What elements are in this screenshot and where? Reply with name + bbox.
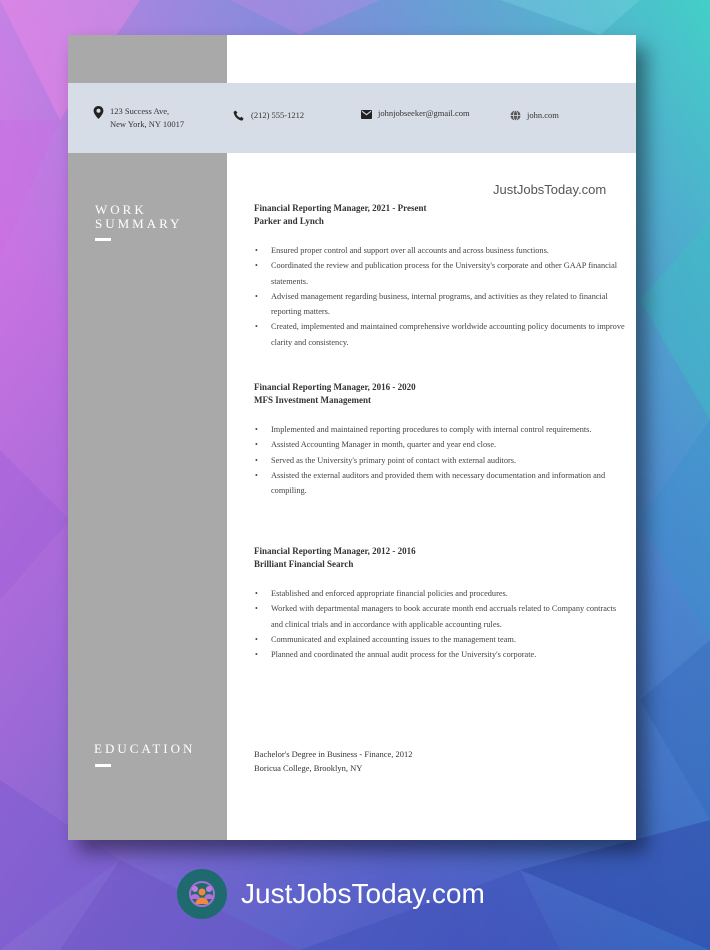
education-degree: Bachelor's Degree in Business - Finance, 2012 — [254, 749, 413, 759]
watermark-text: JustJobsToday.com — [493, 182, 607, 197]
job-company: MFS Investment Management — [254, 395, 371, 405]
job-bullets — [254, 586, 626, 662]
logo-people-icon — [177, 869, 227, 919]
job-bullet: • Communicated and explained accounting issues to the management team. — [254, 632, 626, 647]
job-company: Parker and Lynch — [254, 216, 324, 226]
job-title: Financial Reporting Manager, 2021 - Present — [254, 203, 427, 213]
job-bullets — [254, 422, 626, 498]
job-entry — [254, 202, 626, 350]
job-bullet: • Advised management regarding business, internal programs, and activities as they related to financial reporting matters. — [254, 289, 626, 320]
job-bullet: • Coordinated the review and publication process for the University's corporate and other GAAP financial statements. — [254, 258, 626, 289]
job-bullet: • Implemented and maintained reporting procedures to comply with internal control requirements. — [254, 422, 626, 437]
work-summary-line-1: WORK — [95, 202, 147, 217]
job-bullet: • Ensured proper control and support over all accounts and across business functions. — [254, 243, 626, 258]
globe-icon — [510, 110, 521, 121]
phone-text: (212) 555-1212 — [251, 110, 305, 120]
job-bullet: • Assisted the external auditors and provided them with necessary documentation and information and compiling. — [254, 468, 626, 499]
education-entry — [254, 747, 413, 775]
education-heading: EDUCATION — [94, 741, 196, 756]
resume-page — [68, 35, 636, 840]
footer-brand — [177, 869, 485, 919]
footer-brand-text: JustJobsToday.com — [241, 878, 485, 909]
job-bullet: • Worked with departmental managers to book accurate month end accruals related to Company contracts and clinical trials and in accordance with applicable accounting rules. — [254, 601, 626, 632]
resume-sidebar — [68, 35, 227, 840]
work-summary-line-2: SUMMARY — [95, 216, 183, 231]
job-bullet: • Created, implemented and maintained comprehensive worldwide accounting policy documents to improve clarity and consistency. — [254, 319, 626, 350]
job-title: Financial Reporting Manager, 2016 - 2020 — [254, 382, 416, 392]
address-line-1: 123 Success Ave, — [110, 106, 170, 116]
work-summary-heading — [95, 203, 182, 231]
website-text: john.com — [527, 110, 559, 120]
location-icon — [93, 106, 104, 119]
work-summary-underline — [95, 238, 111, 241]
job-title: Financial Reporting Manager, 2012 - 2016 — [254, 546, 416, 556]
job-bullets — [254, 243, 626, 350]
email-text: johnjobseeker@gmail.com — [378, 108, 470, 118]
job-bullet: • Assisted Accounting Manager in month, quarter and year end close. — [254, 437, 626, 452]
job-bullet: • Established and enforced appropriate financial policies and procedures. — [254, 586, 626, 601]
phone-icon — [233, 110, 245, 122]
contact-phone — [233, 109, 304, 122]
contact-website — [510, 109, 559, 122]
job-bullet: • Served as the University's primary point of contact with external auditors. — [254, 453, 626, 468]
contact-bar — [68, 83, 636, 153]
contact-email — [361, 107, 470, 120]
email-icon — [361, 110, 372, 119]
job-entry — [254, 381, 626, 498]
education-school: Boricua College, Brooklyn, NY — [254, 763, 363, 773]
job-company: Brilliant Financial Search — [254, 559, 354, 569]
job-entry — [254, 545, 626, 662]
contact-address — [93, 105, 184, 131]
education-underline — [95, 764, 111, 767]
address-line-2: New York, NY 10017 — [110, 119, 185, 129]
job-bullet: • Planned and coordinated the annual audit process for the University's corporate. — [254, 647, 626, 662]
